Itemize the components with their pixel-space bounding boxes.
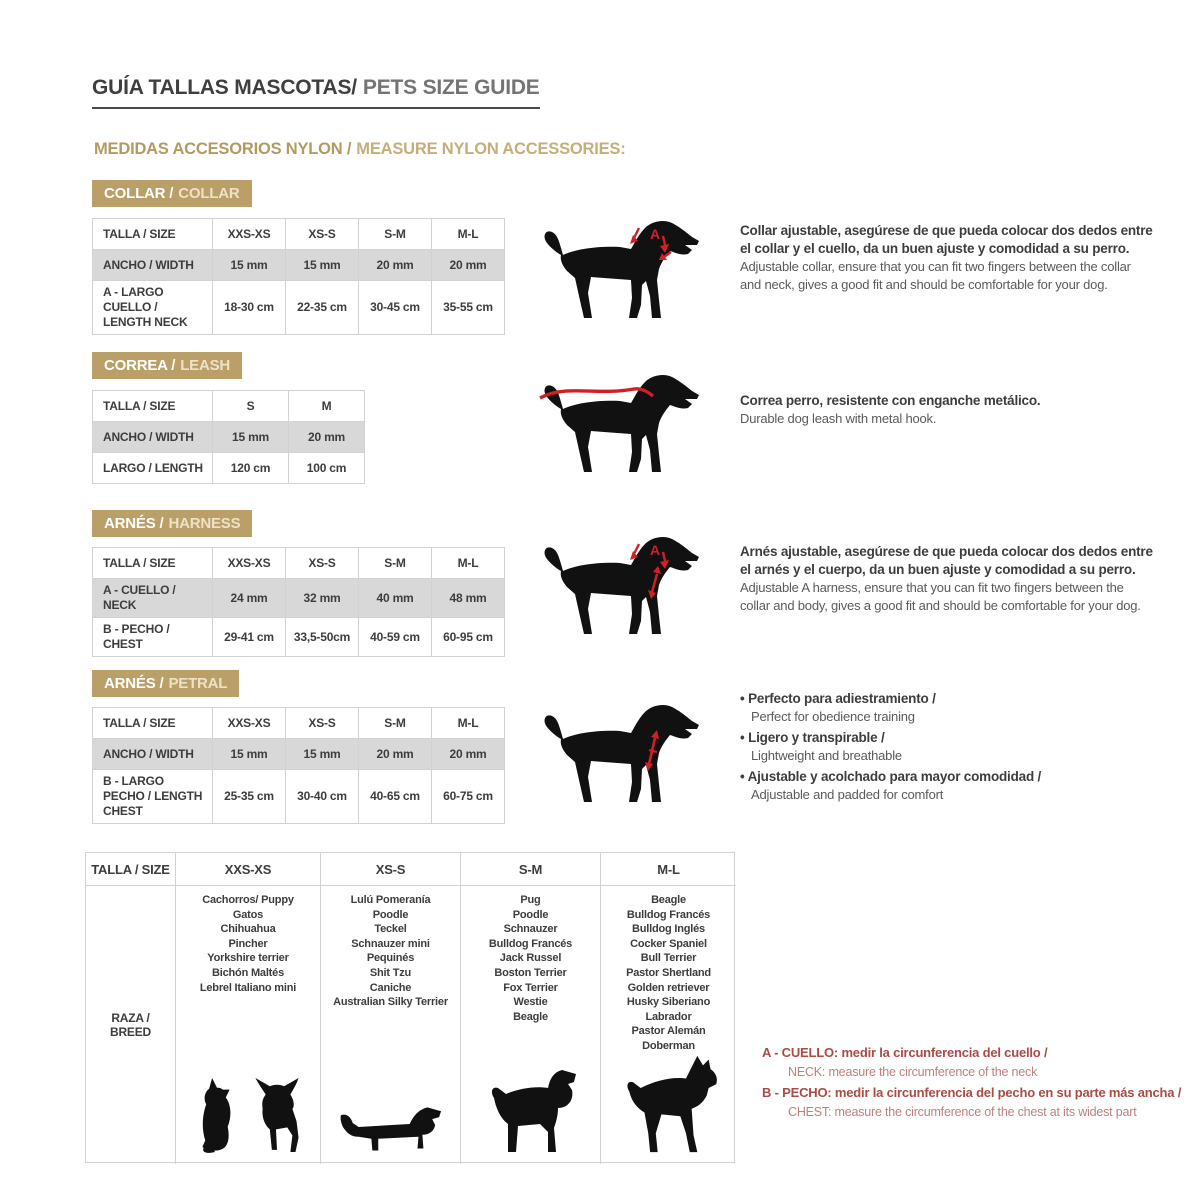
breed-item: Poodle [372,908,409,921]
measuring-note [762,1084,1192,1121]
description-paragraph [740,543,1154,615]
breed-item: Australian Silky Terrier [333,996,448,1009]
breed-item: Schnauzer mini [351,937,430,950]
section-header-collar-en: COLLAR [178,185,240,202]
breed-item: Bull Terrier [640,952,697,965]
table-cell: S-M [359,548,432,579]
table-cell: M [289,391,365,422]
description-text-en: Perfect for obedience training [751,709,915,725]
petral-size-table [92,707,505,824]
dog-petral-figure [538,698,708,810]
page-subtitle [94,140,626,159]
breed-list [601,886,736,1054]
table-row-label: A - CUELLO / NECK [93,579,213,618]
breed-item: Lebrel Italiano mini [199,981,297,994]
breed-item: Boston Terrier [494,966,567,979]
breed-item: Fox Terrier [503,981,558,994]
table-cell: M-L [432,219,505,250]
table-cell: 48 mm [432,579,505,618]
table-cell: 120 cm [213,453,289,484]
dog-silhouette-icon [545,705,699,802]
dog-silhouette-icon [545,537,699,634]
breed-item: Teckel [374,923,407,936]
description-text-en: Lightweight and breathable [751,747,902,763]
table-row-label: B - PECHO / CHEST [93,618,213,657]
breed-figures [321,1096,460,1164]
table-cell: 20 mm [432,739,505,770]
table-row-label: A - LARGO CUELLO / LENGTH NECK [93,281,213,335]
description-text-en: Adjustable A harness, ensure that you can fit two fingers between the collar and body, gives a good fit and should be comfortable for your dog. [740,580,1141,613]
breed-item: Bulldog Francés [626,908,711,921]
description-text-en: Adjustable and padded for comfort [751,786,944,802]
section-header-harness-en: HARNESS [168,515,241,532]
section-header-harness-es: ARNÉS / [104,515,164,532]
description-text-es: • Ajustable y acolchado para mayor comodidad / [740,768,1042,784]
table-cell: 15 mm [213,739,286,770]
table-cell: 25-35 cm [213,770,286,824]
section-header-petral-en: PETRAL [168,675,228,692]
cat-icon [191,1076,241,1154]
dog-collar-figure [538,214,708,324]
table-cell: 15 mm [213,422,289,453]
breed-item: Cocker Spaniel [630,937,707,950]
feature-bullet [740,690,1154,726]
doberman-icon [615,1054,723,1154]
chihuahua-icon [249,1076,305,1154]
breed-item: Husky Siberiano [626,996,711,1009]
page-subtitle-en: MEASURE NYLON ACCESSORIES: [356,140,626,158]
feature-bullet [740,768,1154,804]
breed-item: Jack Russel [499,952,562,965]
description-paragraph [740,222,1154,294]
breed-item: Lulú Pomeranía [350,894,431,906]
table-row-label: ANCHO / WIDTH [93,250,213,281]
table-cell: XS-S [286,548,359,579]
dog-leash-figure [538,363,708,478]
table-cell: S [213,391,289,422]
description-paragraph [740,392,1154,428]
dog-silhouette-icon [545,221,699,318]
breed-table-body [86,886,734,1162]
page-title-en: PETS SIZE GUIDE [362,76,540,99]
table-cell: 100 cm [289,453,365,484]
breed-item: Chihuahua [220,923,276,936]
breed-figures [461,1064,600,1164]
table-row-label: ANCHO / WIDTH [93,739,213,770]
table-cell: XXS-XS [213,219,286,250]
table-row-label: LARGO / LENGTH [93,453,213,484]
section-header-collar-es: COLLAR / [104,185,174,202]
table-cell: 35-55 cm [432,281,505,335]
breed-item: Pastor Shertland [626,966,711,979]
table-cell: 18-30 cm [213,281,286,335]
table-cell: M-L [432,708,505,739]
breed-column-m-l [601,886,736,1164]
table-cell: 29-41 cm [213,618,286,657]
breed-item: Westie [513,996,548,1009]
table-cell: 20 mm [289,422,365,453]
note-text-es: B - PECHO: medir la circunferencia del pecho en su parte más ancha / [762,1084,1182,1100]
description-text-en: Durable dog leash with metal hook. [740,411,937,427]
table-cell: 32 mm [286,579,359,618]
description-text-es: • Ligero y transpirable / [740,729,885,745]
table-cell: 30-45 cm [359,281,432,335]
feature-bullet [740,729,1154,765]
breed-column-xxs-xs [176,886,321,1164]
section-header-leash-es: CORREA / [104,357,176,374]
table-cell: 15 mm [286,250,359,281]
note-text-en: NECK: measure the circumference of the neck [788,1064,1038,1079]
leash-size-table [92,390,365,484]
page-title-es: GUÍA TALLAS MASCOTAS/ [92,76,357,99]
table-cell: M-L [432,548,505,579]
table-row-label: B - LARGO PECHO / LENGTH CHEST [93,770,213,824]
table-cell: 30-40 cm [286,770,359,824]
breed-figures [176,1076,320,1164]
measuring-note [762,1044,1192,1081]
table-row-label: TALLA / SIZE [93,219,213,250]
breed-figures [601,1054,736,1164]
breed-header-cell: M-L [601,853,736,886]
breed-item: Yorkshire terrier [207,952,289,965]
note-text-en: CHEST: measure the circumference of the chest at its widest part [788,1104,1137,1119]
description-text-es: • Perfecto para adiestramiento / [740,691,936,706]
table-cell: 24 mm [213,579,286,618]
table-cell: XXS-XS [213,548,286,579]
table-cell: 33,5-50cm [286,618,359,657]
table-cell: 40 mm [359,579,432,618]
dog-harness-figure [538,530,708,640]
table-cell: 40-65 cm [359,770,432,824]
breed-item: Poodle [512,908,549,921]
description-text-es: Collar ajustable, asegúrese de que pueda colocar dos dedos entre el collar y el cuello, da un buen ajuste y comodidad a su perro. [740,223,1153,257]
section-header-leash-en: LEASH [180,357,231,374]
breed-item: Bulldog Inglés [632,923,705,936]
section-header-leash [92,352,242,379]
breed-column-s-m [461,886,601,1164]
table-row-label: TALLA / SIZE [93,391,213,422]
table-cell: 15 mm [213,250,286,281]
schnauzer-icon [482,1064,580,1154]
table-cell: S-M [359,708,432,739]
table-cell: 15 mm [286,739,359,770]
breed-item: Shit Tzu [369,966,412,979]
breed-item: Beagle [513,1010,548,1023]
breed-header-cell: S-M [461,853,601,886]
breed-item: Pequinés [366,952,415,965]
table-row-label: TALLA / SIZE [93,548,213,579]
leash-description [740,392,1154,430]
breed-item: Doberman [642,1039,695,1052]
breed-item: Pastor Alemán [631,1025,706,1038]
collar-description [740,222,1154,296]
breed-item: Beagle [651,894,686,906]
page-subtitle-es: MEDIDAS ACCESORIOS NYLON / [94,140,352,158]
measuring-notes [762,1044,1192,1124]
section-header-petral-es: ARNÉS / [104,675,164,692]
harness-description [740,543,1154,617]
breed-header-cell: TALLA / SIZE [86,853,176,886]
table-row-label: ANCHO / WIDTH [93,422,213,453]
breed-item: Gatos [232,908,264,921]
table-cell: S-M [359,219,432,250]
dachshund-icon [339,1096,443,1154]
description-text-en: Adjustable collar, ensure that you can fit two fingers between the collar and neck, gives a good fit and should be comfortable for your dog. [740,259,1131,292]
note-text-es: A - CUELLO: medir la circunferencia del cuello / [762,1045,1048,1060]
svg-text:A: A [650,226,660,242]
collar-size-table [92,218,505,335]
breed-size-table [85,852,735,1163]
breed-item: Pincher [228,937,268,950]
section-header-collar [92,180,252,207]
breed-item: Bulldog Francés [488,937,573,950]
breed-item: Schnauzer [503,923,558,936]
breed-list [321,886,460,1010]
section-header-harness [92,510,252,537]
breed-row-label: RAZA / BREED [86,886,176,1164]
table-cell: 20 mm [359,250,432,281]
table-cell: 20 mm [359,739,432,770]
table-cell: 20 mm [432,250,505,281]
description-text-es: Arnés ajustable, asegúrese de que pueda colocar dos dedos entre el arnés y el cuerpo, da un buen ajuste y comodidad a su perro. [740,544,1153,578]
description-text-es: Correa perro, resistente con enganche metálico. [740,393,1041,408]
table-cell: XS-S [286,708,359,739]
breed-item: Caniche [369,981,412,994]
breed-item: Cachorros/ Puppy [202,894,294,906]
table-row-label: TALLA / SIZE [93,708,213,739]
breed-item: Golden retriever [627,981,710,994]
harness-size-table [92,547,505,657]
table-cell: XS-S [286,219,359,250]
section-header-petral [92,670,239,697]
svg-text:A: A [650,542,660,558]
table-cell: 40-59 cm [359,618,432,657]
breed-header-cell: XS-S [321,853,461,886]
breed-item: Pug [520,894,541,906]
breed-item: Bichón Maltés [212,966,284,979]
breed-list [176,886,320,995]
table-cell: XXS-XS [213,708,286,739]
breed-table-header [86,853,734,886]
breed-list [461,886,600,1024]
page-title [92,76,540,109]
table-cell: 22-35 cm [286,281,359,335]
breed-column-xs-s [321,886,461,1164]
table-cell: 60-95 cm [432,618,505,657]
breed-item: Labrador [645,1010,692,1023]
breed-header-cell: XXS-XS [176,853,321,886]
table-cell: 60-75 cm [432,770,505,824]
petral-description [740,690,1154,806]
